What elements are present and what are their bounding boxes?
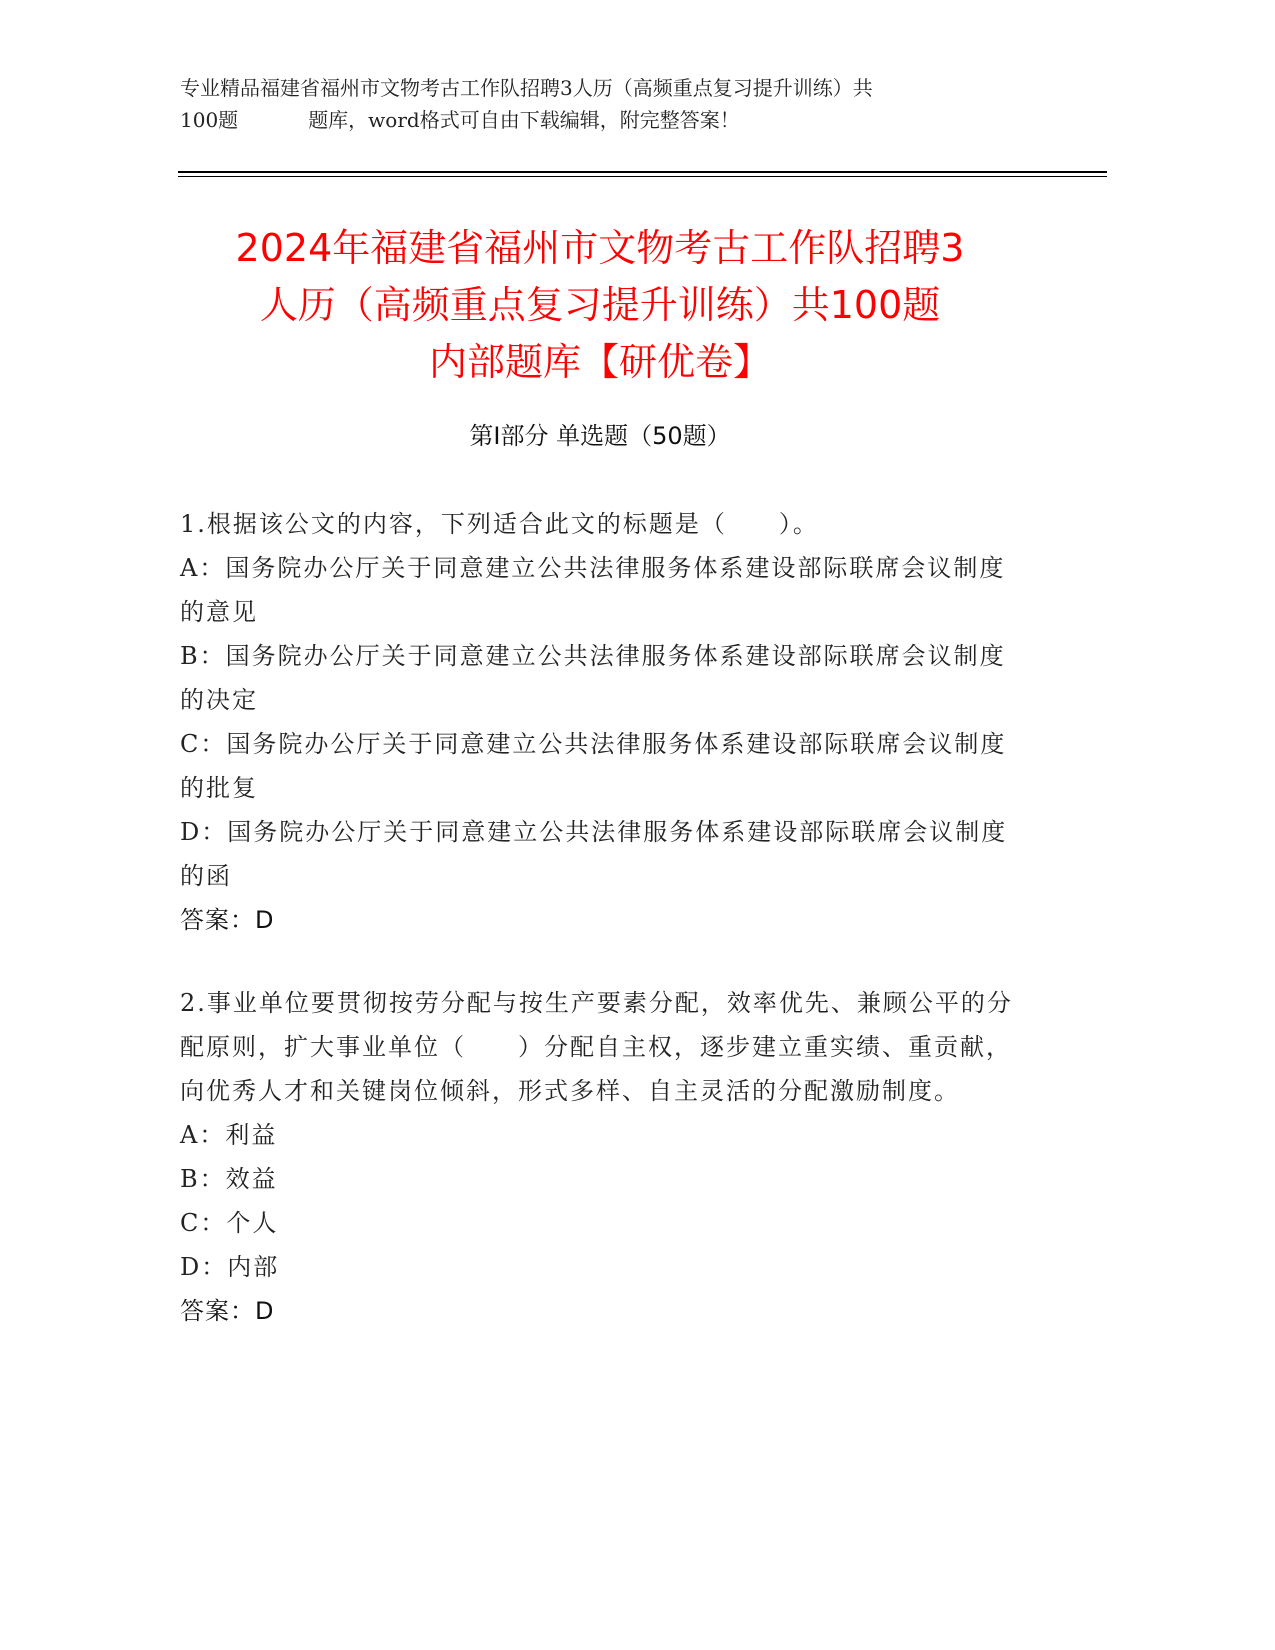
question-2-stem: 2.事业单位要贯彻按劳分配与按生产要素分配，效率优先、兼顾公平的分配原则，扩大事业单位（ ）分配自主权，逐步建立重实绩、重贡献，向优秀人才和关键岗位倾斜，形式多样、自主灵活的分配激励制度。 bbox=[180, 989, 1013, 1105]
document-title-line-3: 内部题库【研优卷】 bbox=[428, 340, 771, 384]
question-1-option-a: A：国务院办公厅关于同意建立公共法律服务体系建设部际联席会议制度的意见 bbox=[180, 554, 1006, 626]
header-note-line-1: 专业精品福建省福州市文物考古工作队招聘3人历（高频重点复习提升训练）共 bbox=[180, 76, 873, 100]
header-divider-bottom bbox=[178, 176, 1107, 177]
header-note-description: 题库，word格式可自由下载编辑，附完整答案！ bbox=[308, 108, 740, 132]
header-note-count: 100题 bbox=[180, 108, 239, 132]
question-2-option-a: A：利益 bbox=[180, 1121, 278, 1149]
header-note-line-2 bbox=[180, 104, 1040, 136]
question-2 bbox=[180, 981, 1028, 1333]
section-title: 第Ⅰ部分 单选题（50题） bbox=[469, 422, 731, 450]
question-2-answer: 答案：D bbox=[180, 1297, 275, 1325]
question-2-option-d: D：内部 bbox=[180, 1253, 280, 1281]
document-title-line-1: 2024年福建省福州市文物考古工作队招聘3 bbox=[235, 226, 965, 270]
question-1-answer: 答案：D bbox=[180, 906, 275, 934]
question-1-option-b: B：国务院办公厅关于同意建立公共法律服务体系建设部际联席会议制度的决定 bbox=[180, 642, 1006, 714]
document-title bbox=[180, 220, 1020, 391]
header-divider-top bbox=[178, 171, 1107, 173]
question-2-option-c: C：个人 bbox=[180, 1209, 279, 1237]
question-1 bbox=[180, 502, 1028, 942]
question-1-option-c: C：国务院办公厅关于同意建立公共法律服务体系建设部际联席会议制度的批复 bbox=[180, 730, 1007, 802]
document-title-line-2: 人历（高频重点复习提升训练）共100题 bbox=[259, 283, 941, 327]
header-note bbox=[180, 72, 1040, 136]
question-1-option-d: D：国务院办公厅关于同意建立公共法律服务体系建设部际联席会议制度的函 bbox=[180, 818, 1008, 890]
question-2-option-b: B：效益 bbox=[180, 1165, 278, 1193]
question-1-stem: 1.根据该公文的内容，下列适合此文的标题是（ ）。 bbox=[180, 510, 819, 538]
